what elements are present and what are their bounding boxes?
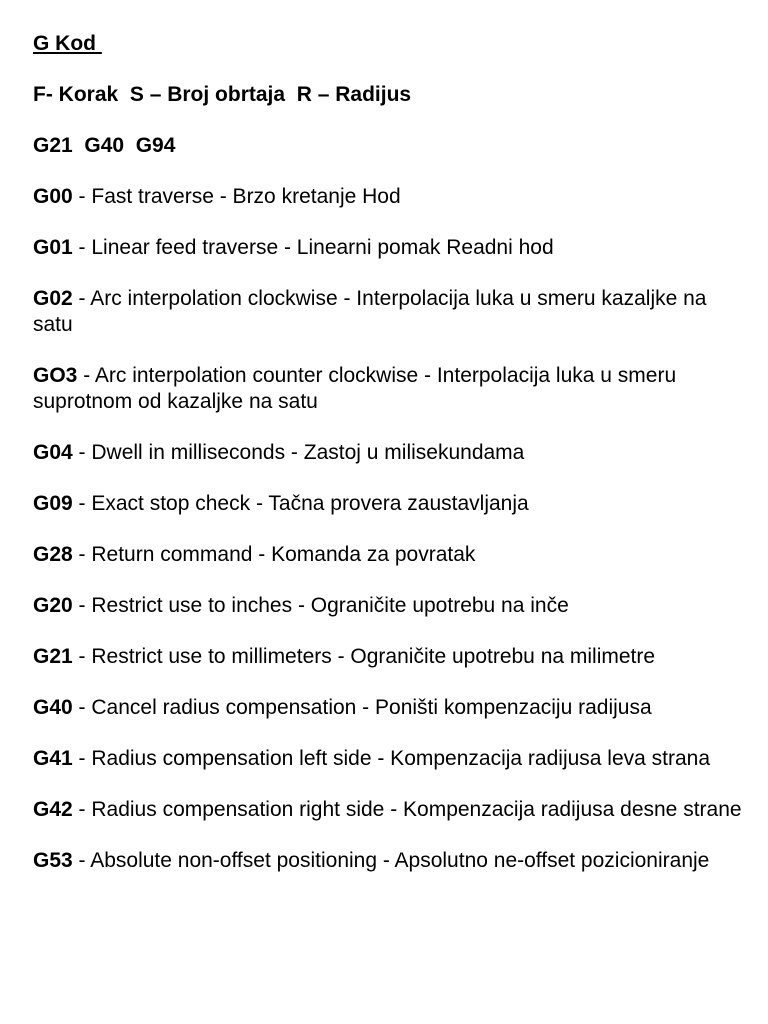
gcode-description: - Return command - Komanda za povratak bbox=[72, 543, 476, 566]
gcode-description: - Radius compensation right side - Kompenzacija radijusa desne strane bbox=[72, 798, 742, 821]
gcode-description: - Dwell in milliseconds - Zastoj u milisekundama bbox=[72, 441, 525, 464]
gcode-description: - Fast traverse - Brzo kretanje Hod bbox=[72, 185, 401, 208]
gcode-code: G53 bbox=[33, 849, 73, 872]
gcode-code: GO3 bbox=[33, 364, 78, 387]
gcode-code: G42 bbox=[33, 798, 73, 821]
gcode-code: G04 bbox=[33, 441, 73, 464]
gcode-entry-g00 bbox=[33, 184, 745, 210]
gcode-description: - Arc interpolation counter clockwise - Interpolacija luka u smeru suprotnom od kazaljke na satu bbox=[33, 364, 677, 413]
gcode-code: G28 bbox=[33, 543, 73, 566]
gcode-description: - Restrict use to millimeters - Ograničite upotrebu na milimetre bbox=[72, 645, 656, 668]
gcode-code: G21 bbox=[33, 645, 73, 668]
document-title: G Kod bbox=[33, 32, 102, 55]
gcode-entry-g20 bbox=[33, 593, 745, 619]
default-codes: G21 G40 G94 bbox=[33, 134, 176, 157]
gcode-description: - Exact stop check - Tačna provera zaustavljanja bbox=[72, 492, 529, 515]
gcode-entry-g09 bbox=[33, 491, 745, 517]
gcode-description: - Absolute non-offset positioning - Apsolutno ne-offset pozicioniranje bbox=[72, 849, 710, 872]
gcode-entry-g40 bbox=[33, 695, 745, 721]
gcode-code: G01 bbox=[33, 236, 73, 259]
gcode-code: G00 bbox=[33, 185, 73, 208]
gcode-entry-g41 bbox=[33, 746, 745, 772]
gcode-code: G40 bbox=[33, 696, 73, 719]
gcode-code: G09 bbox=[33, 492, 73, 515]
gcode-description: - Arc interpolation clockwise - Interpolacija luka u smeru kazaljke na satu bbox=[33, 287, 707, 336]
gcode-code: G02 bbox=[33, 287, 73, 310]
gcode-description: - Linear feed traverse - Linearni pomak Readni hod bbox=[72, 236, 554, 259]
gcode-entry-g21 bbox=[33, 644, 745, 670]
gcode-entry-g42 bbox=[33, 797, 745, 823]
gcode-entry-g28 bbox=[33, 542, 745, 568]
parameter-legend: F- Korak S – Broj obrtaja R – Radijus bbox=[33, 83, 412, 106]
gcode-entry-g01 bbox=[33, 235, 745, 261]
gcode-entry-g04 bbox=[33, 440, 745, 466]
gcode-code: G41 bbox=[33, 747, 73, 770]
gcode-code: G20 bbox=[33, 594, 73, 617]
gcode-entry-g02 bbox=[33, 286, 745, 338]
gcode-description: - Radius compensation left side - Kompenzacija radijusa leva strana bbox=[72, 747, 711, 770]
gcode-description: - Cancel radius compensation - Poništi kompenzaciju radijusa bbox=[72, 696, 652, 719]
gcode-entry-g03 bbox=[33, 363, 745, 415]
document-page bbox=[33, 31, 745, 899]
gcode-entry-g53 bbox=[33, 848, 745, 874]
gcode-description: - Restrict use to inches - Ograničite upotrebu na inče bbox=[72, 594, 569, 617]
